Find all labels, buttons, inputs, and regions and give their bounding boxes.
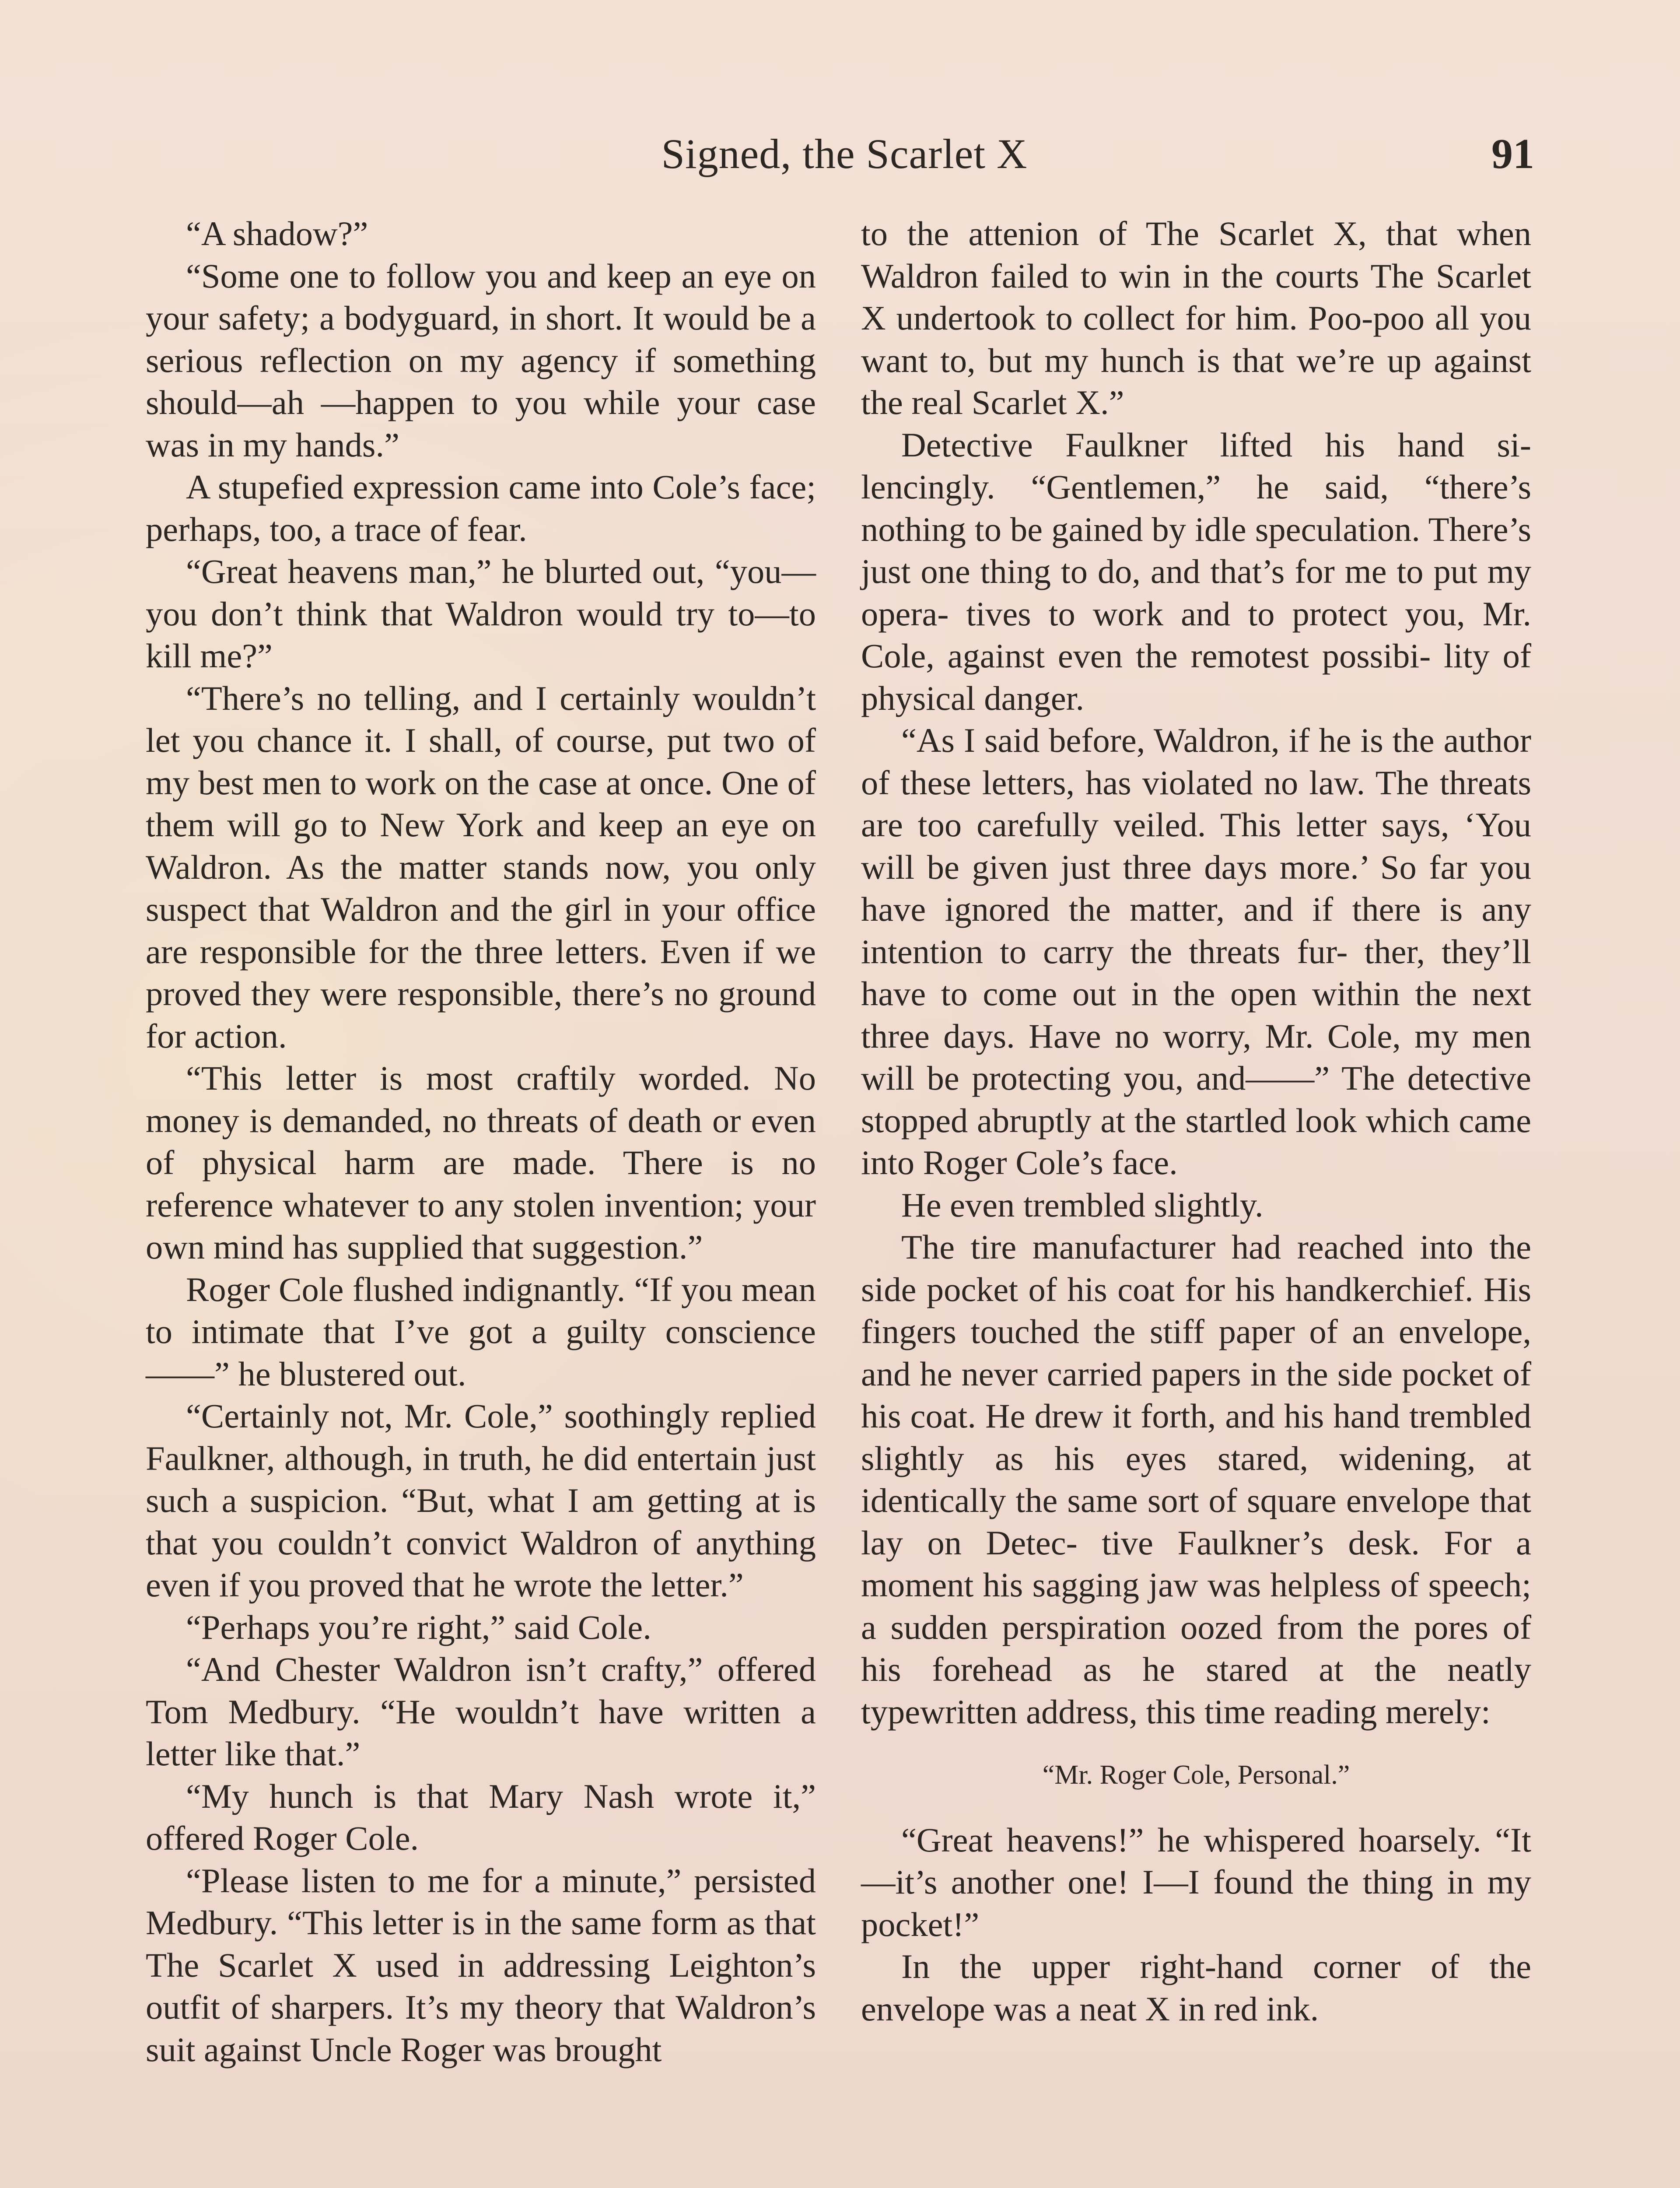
paragraph: “Some one to follow you and keep an eye on your safety; a bodyguard, in short. It would be a serious reflection on my agency if something should—ah —happen to you while your case was in my hands.”	[146, 256, 816, 464]
page-number: 91	[1491, 130, 1534, 178]
left-column	[146, 213, 816, 2071]
paragraph: Roger Cole flushed indignantly. “If you mean to intimate that I’ve got a guilty conscience——” he blustered out.	[146, 1270, 816, 1393]
paragraph: “And Chester Waldron isn’t crafty,” offered Tom Medbury. “He wouldn’t have written a letter like that.”	[146, 1650, 816, 1773]
paragraph: “Please listen to me for a minute,” persisted Medbury. “This letter is in the same form as that The Scarlet X used in addressing Leighton’s outfit of sharpers. It’s my theory that Waldron’s suit against Uncle Roger was brought	[146, 1861, 816, 2069]
paragraph: “Great heavens!” he whispered hoarsely. “It—it’s another one! I—I found the thing in my pocket!”	[861, 1820, 1531, 1943]
paragraph: “My hunch is that Mary Nash wrote it,” offered Roger Cole.	[146, 1777, 816, 1857]
paragraph: In the upper right-hand corner of the envelope was a neat X in red ink.	[861, 1947, 1531, 2028]
paragraph: A stupefied expression came into Cole’s face; perhaps, too, a trace of fear.	[146, 468, 816, 548]
paragraph: “As I said before, Waldron, if he is the author of these letters, has violated no law. The threats are too carefully veiled. This letter says, ‘You will be given just three days more.’ So far you have ignored the matter, and if there is any intention to carry the threats fur- ther, they’ll have to come out in the open within the next three days. Have no worry, Mr. Cole, my men will be protecting you, and——” The detective stopped abruptly at the startled look which came into Roger Cole’s face.	[861, 721, 1531, 1182]
paragraph: He even trembled slightly.	[901, 1185, 1264, 1224]
paragraph: The tire manufacturer had reached into the side pocket of his coat for his handkerchief. His fingers touched the stiff paper of an envelope, and he never carried papers in the side pocket of his coat. He drew it forth, and his hand trembled slightly as his eyes stared, widening, at identically the same sort of square envelope that lay on Detec- tive Faulkner’s desk. For a moment his sagging jaw was helpless of speech; a sudden perspiration oozed from the pores of his forehead as he stared at the neatly typewritten address, this time reading merely:	[861, 1228, 1531, 1731]
paragraph: “A shadow?”	[186, 214, 368, 252]
continued-paragraph: to the attenion of The Scarlet X, that when Waldron failed to win in the courts The Scarlet X undertook to collect for him. Poo-poo all you want to, but my hunch is that we’re up against the real Scarlet X.”	[861, 214, 1531, 421]
paragraph: Detective Faulkner lifted his hand si- lencingly. “Gentlemen,” he said, “there’s nothing to be gained by idle speculation. There’s just one thing to do, and that’s for me to put my opera- tives to work and to protect you, Mr. Cole, against even the remotest possibi- lity of physical danger.	[861, 425, 1531, 717]
paragraph: “Great heavens man,” he blurted out, “you—you don’t think that Waldron would try to—to kill me?”	[146, 552, 816, 675]
paragraph: “Certainly not, Mr. Cole,” soothingly replied Faulkner, although, in truth, he did entertain just such a suspicion. “But, what I am getting at is that you couldn’t convict Waldron of anything even if you proved that he wrote the letter.”	[146, 1397, 816, 1604]
right-column	[861, 213, 1531, 2030]
paragraph: “This letter is most craftily worded. No money is demanded, no threats of death or even of physical harm are made. There is no reference whatever to any stolen invention; your own mind has supplied that suggestion.”	[146, 1059, 816, 1266]
paragraph: “Perhaps you’re right,” said Cole.	[186, 1608, 651, 1646]
envelope-address-line: “Mr. Roger Cole, Personal.”	[1042, 1760, 1350, 1790]
running-title: Signed, the Scarlet X	[661, 130, 1028, 177]
paragraph: “There’s no telling, and I certainly wouldn’t let you chance it. I shall, of course, put two of my best men to work on the case at once. One of them will go to New York and keep an eye on Waldron. As the matter stands now, you only suspect that Waldron and the girl in your office are responsible for the three letters. Even if we proved they were responsible, there’s no ground for action.	[146, 679, 816, 1055]
